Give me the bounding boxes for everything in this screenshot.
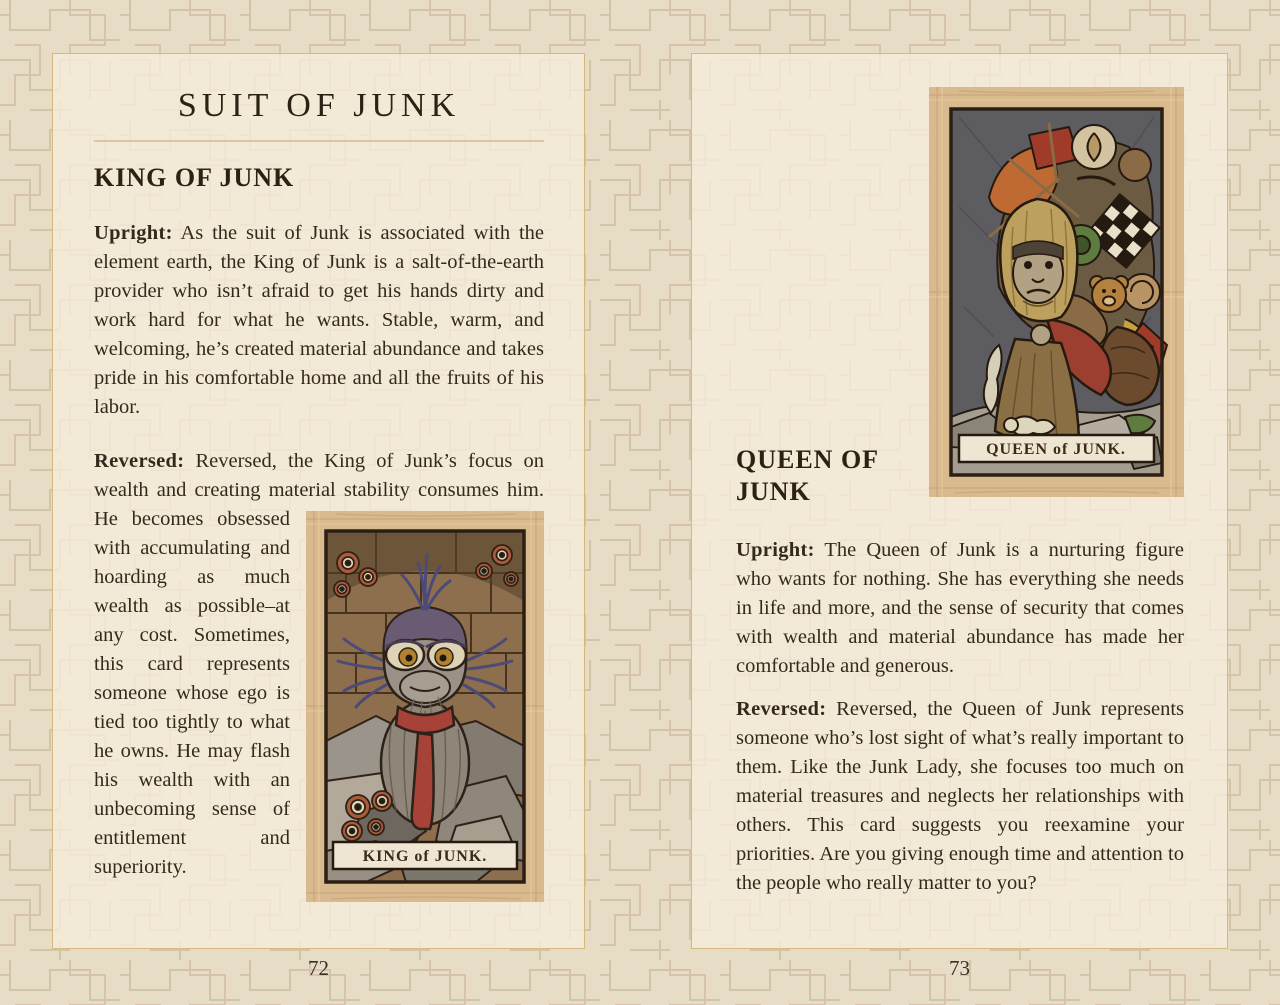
- queen-card-illustration: [929, 87, 1184, 497]
- upright-label: Upright:: [736, 539, 815, 561]
- king-card-illustration: [306, 511, 544, 902]
- right-page: [691, 53, 1228, 949]
- left-page: [52, 53, 585, 949]
- upright-label: Upright:: [94, 222, 173, 244]
- king-reversed-paragraph: KING of JUNK. Reversed: Reversed, the King of Junk’s focus on wealth and creating material stability consumes him. He becomes obsessed with accumulating and hoarding as much wealth as possible–at any cost. Sometimes, this card represents someone whose ego is tied too tightly to what he owns. He may flash his wealth with an unbecoming sense of entitlement and superiority.: [94, 447, 544, 882]
- king-card-title-banner: [333, 842, 517, 869]
- title-divider: [94, 140, 544, 142]
- king-of-junk-card: [306, 511, 544, 902]
- page-number-left: 72: [308, 956, 329, 980]
- queen-reversed-paragraph: Reversed: Reversed, the Queen of Junk represents someone who’s lost sight of what’s really important to them. Like the Junk Lady, she focuses too much on material treasures and neglects her relationships with others. This card suggests you reexamine your priorities. Are you giving enough time and attention to the people who really matter to you?: [736, 698, 1184, 894]
- page-number-right: 73: [949, 956, 970, 980]
- reversed-label: Reversed:: [736, 698, 827, 720]
- king-card-label: KING of JUNK.: [362, 848, 488, 865]
- reversed-label: Reversed:: [94, 450, 185, 472]
- queen-of-junk-card: [929, 87, 1184, 497]
- king-of-junk-heading: KING OF JUNK: [94, 163, 295, 192]
- queen-card-title-banner: [959, 435, 1154, 462]
- suit-title: SUIT OF JUNK: [177, 87, 461, 124]
- queen-card-label: QUEEN of JUNK.: [986, 441, 1126, 458]
- queen-of-junk-heading: QUEEN OF JUNK: [736, 445, 879, 506]
- king-upright-paragraph: Upright: As the suit of Junk is associated with the element earth, the King of Junk is a salt-of-the-earth provider who isn’t afraid to get his hands dirty and work hard for what he wants. Stable, warm, and welcoming, he’s created material abundance and takes pride in his comfortable home and all the fruits of his labor.: [94, 222, 544, 418]
- queen-upright-paragraph: Upright: The Queen of Junk is a nurturing figure who wants for nothing. She has everything she needs in life and more, and the sense of security that comes with wealth and material abundance has made her comfortable and generous.: [736, 539, 1184, 677]
